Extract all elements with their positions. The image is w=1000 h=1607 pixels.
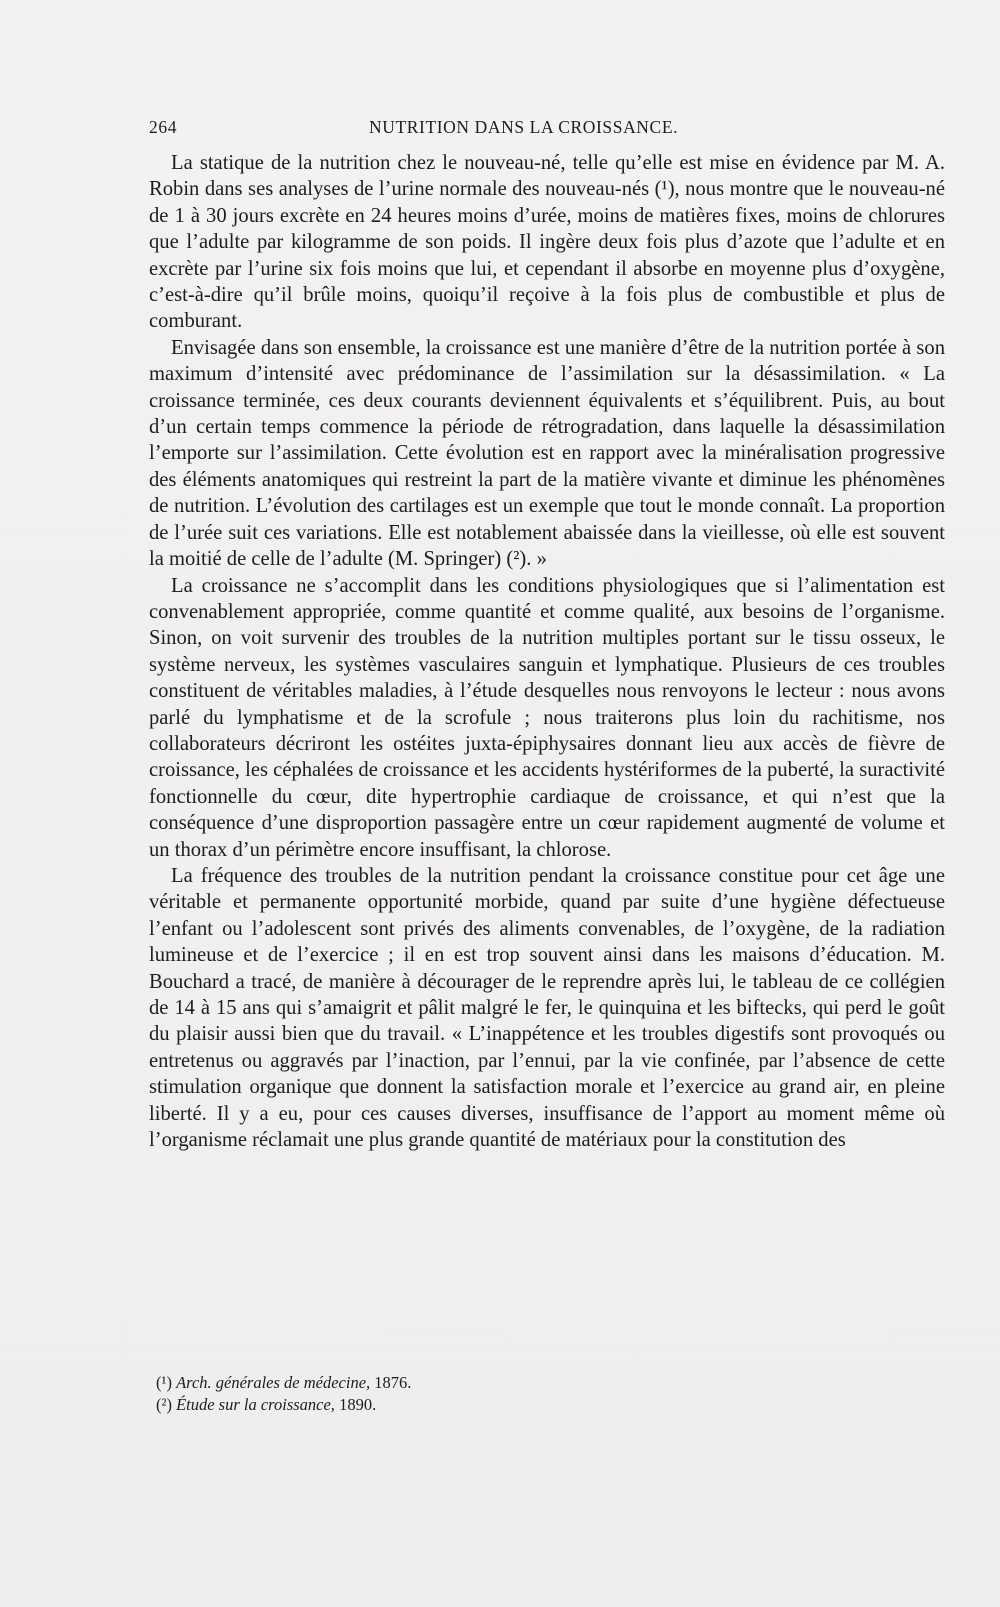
footnote [156, 1394, 936, 1416]
footnotes [156, 1372, 936, 1416]
paragraph: La statique de la nutrition chez le nouveau-né, telle qu’elle est mise en évidence par M. A. Robin dans ses analyses de l’urine normale des nouveau-nés (¹), nous montre que le nouveau-né de 1 à 30 jours excrète en 24 heures moins d’urée, moins de matières fixes, moins de chlorures que l’adulte par kilogramme de son poids. Il ingère deux fois plus d’azote que l’adulte et en excrète par l’urine six fois moins que lui, et cependant il absorbe en moyenne plus d’oxygène, c’est-à-dire qu’il brûle moins, quoiqu’il reçoive à la fois plus de combustible et plus de comburant. [149, 152, 945, 333]
footnote-marker: (¹) [156, 1373, 172, 1392]
footnote [156, 1372, 936, 1394]
page-number: 264 [149, 117, 178, 137]
paragraph: La fréquence des troubles de la nutrition pendant la croissance constitue pour cet âge une véritable et permanente opportunité morbide, quand par suite d’une hygiène défectueuse l’enfant ou l’adolescent sont privés des aliments convenables, de l’oxygène, de la radiation lumineuse et de l’exercice ; il en est trop souvent ainsi dans les maisons d’éducation. M. Bouchard a tracé, de manière à décourager de le reprendre après lui, le tableau de ce collégien de 14 à 15 ans qui s’amaigrit et pâlit malgré le fer, le quinquina et les biftecks, qui perd le goût du plaisir aussi bien que du travail. « L’inappétence et les troubles digestifs sont provoqués ou entretenus ou aggravés par l’inaction, par l’ennui, par la vie confinée, par l’absence de cette stimulation organique que donnent la satisfaction morale et l’exercice au grand air, en pleine liberté. Il y a eu, pour ces causes diverses, insuffisance de l’apport au moment même où l’organisme réclamait une plus grande quantité de matériaux pour la constitution des [149, 864, 945, 1152]
footnote-year: 1890. [339, 1395, 377, 1414]
paragraph: Envisagée dans son ensemble, la croissance est une manière d’être de la nutrition portée à son maximum d’intensité avec prédominance de l’assimilation sur la désassimilation. « La croissance terminée, ces deux courants deviennent équivalents et s’équilibrent. Puis, au bout d’un certain temps commence la période de rétrogradation, dans laquelle la désassimilation l’emporte sur l’assimilation. Cette évolution est en rapport avec la minéralisation progressive des éléments anatomiques qui restreint la part de la matière vivante et diminue les phénomènes de nutrition. L’évolution des cartilages est un exemple que tout le monde connaît. La proportion de l’urée suit ces variations. Elle est notablement abaissée dans la vieillesse, où elle est souvent la moitié de celle de l’adulte (M. Springer) (²). » [149, 336, 945, 571]
paragraph: La croissance ne s’accomplit dans les conditions physiologiques que si l’alimentation est convenablement appropriée, comme quantité et comme qualité, aux besoins de l’organisme. Sinon, on voit survenir des troubles de la nutrition multiples portant sur le tissu osseux, le système nerveux, les systèmes vasculaires sanguin et lymphatique. Plusieurs de ces troubles constituent de véritables maladies, à l’étude desquelles nous renvoyons le lecteur : nous avons parlé du lymphatisme et de la scrofule ; nous traiterons plus loin du rachitisme, nos collaborateurs décriront les ostéites juxta-épiphysaires donnant lieu aux accès de fièvre de croissance, les céphalées de croissance et les accidents hystériformes de la puberté, la suractivité fonctionnelle du cœur, dite hypertrophie cardiaque de croissance, et qui n’est que la conséquence d’une disproportion passagère entre un cœur rapidement augmenté de volume et un thorax d’un périmètre encore insuffisant, la chlorose. [149, 574, 945, 861]
footnote-year: 1876. [374, 1373, 412, 1392]
footnote-title: Arch. générales de médecine, [176, 1373, 371, 1392]
running-title: NUTRITION DANS LA CROISSANCE. [369, 117, 679, 137]
running-header [149, 117, 945, 143]
body-text [149, 150, 945, 1153]
footnote-title: Étude sur la croissance, [176, 1395, 335, 1414]
footnote-marker: (²) [156, 1395, 172, 1414]
